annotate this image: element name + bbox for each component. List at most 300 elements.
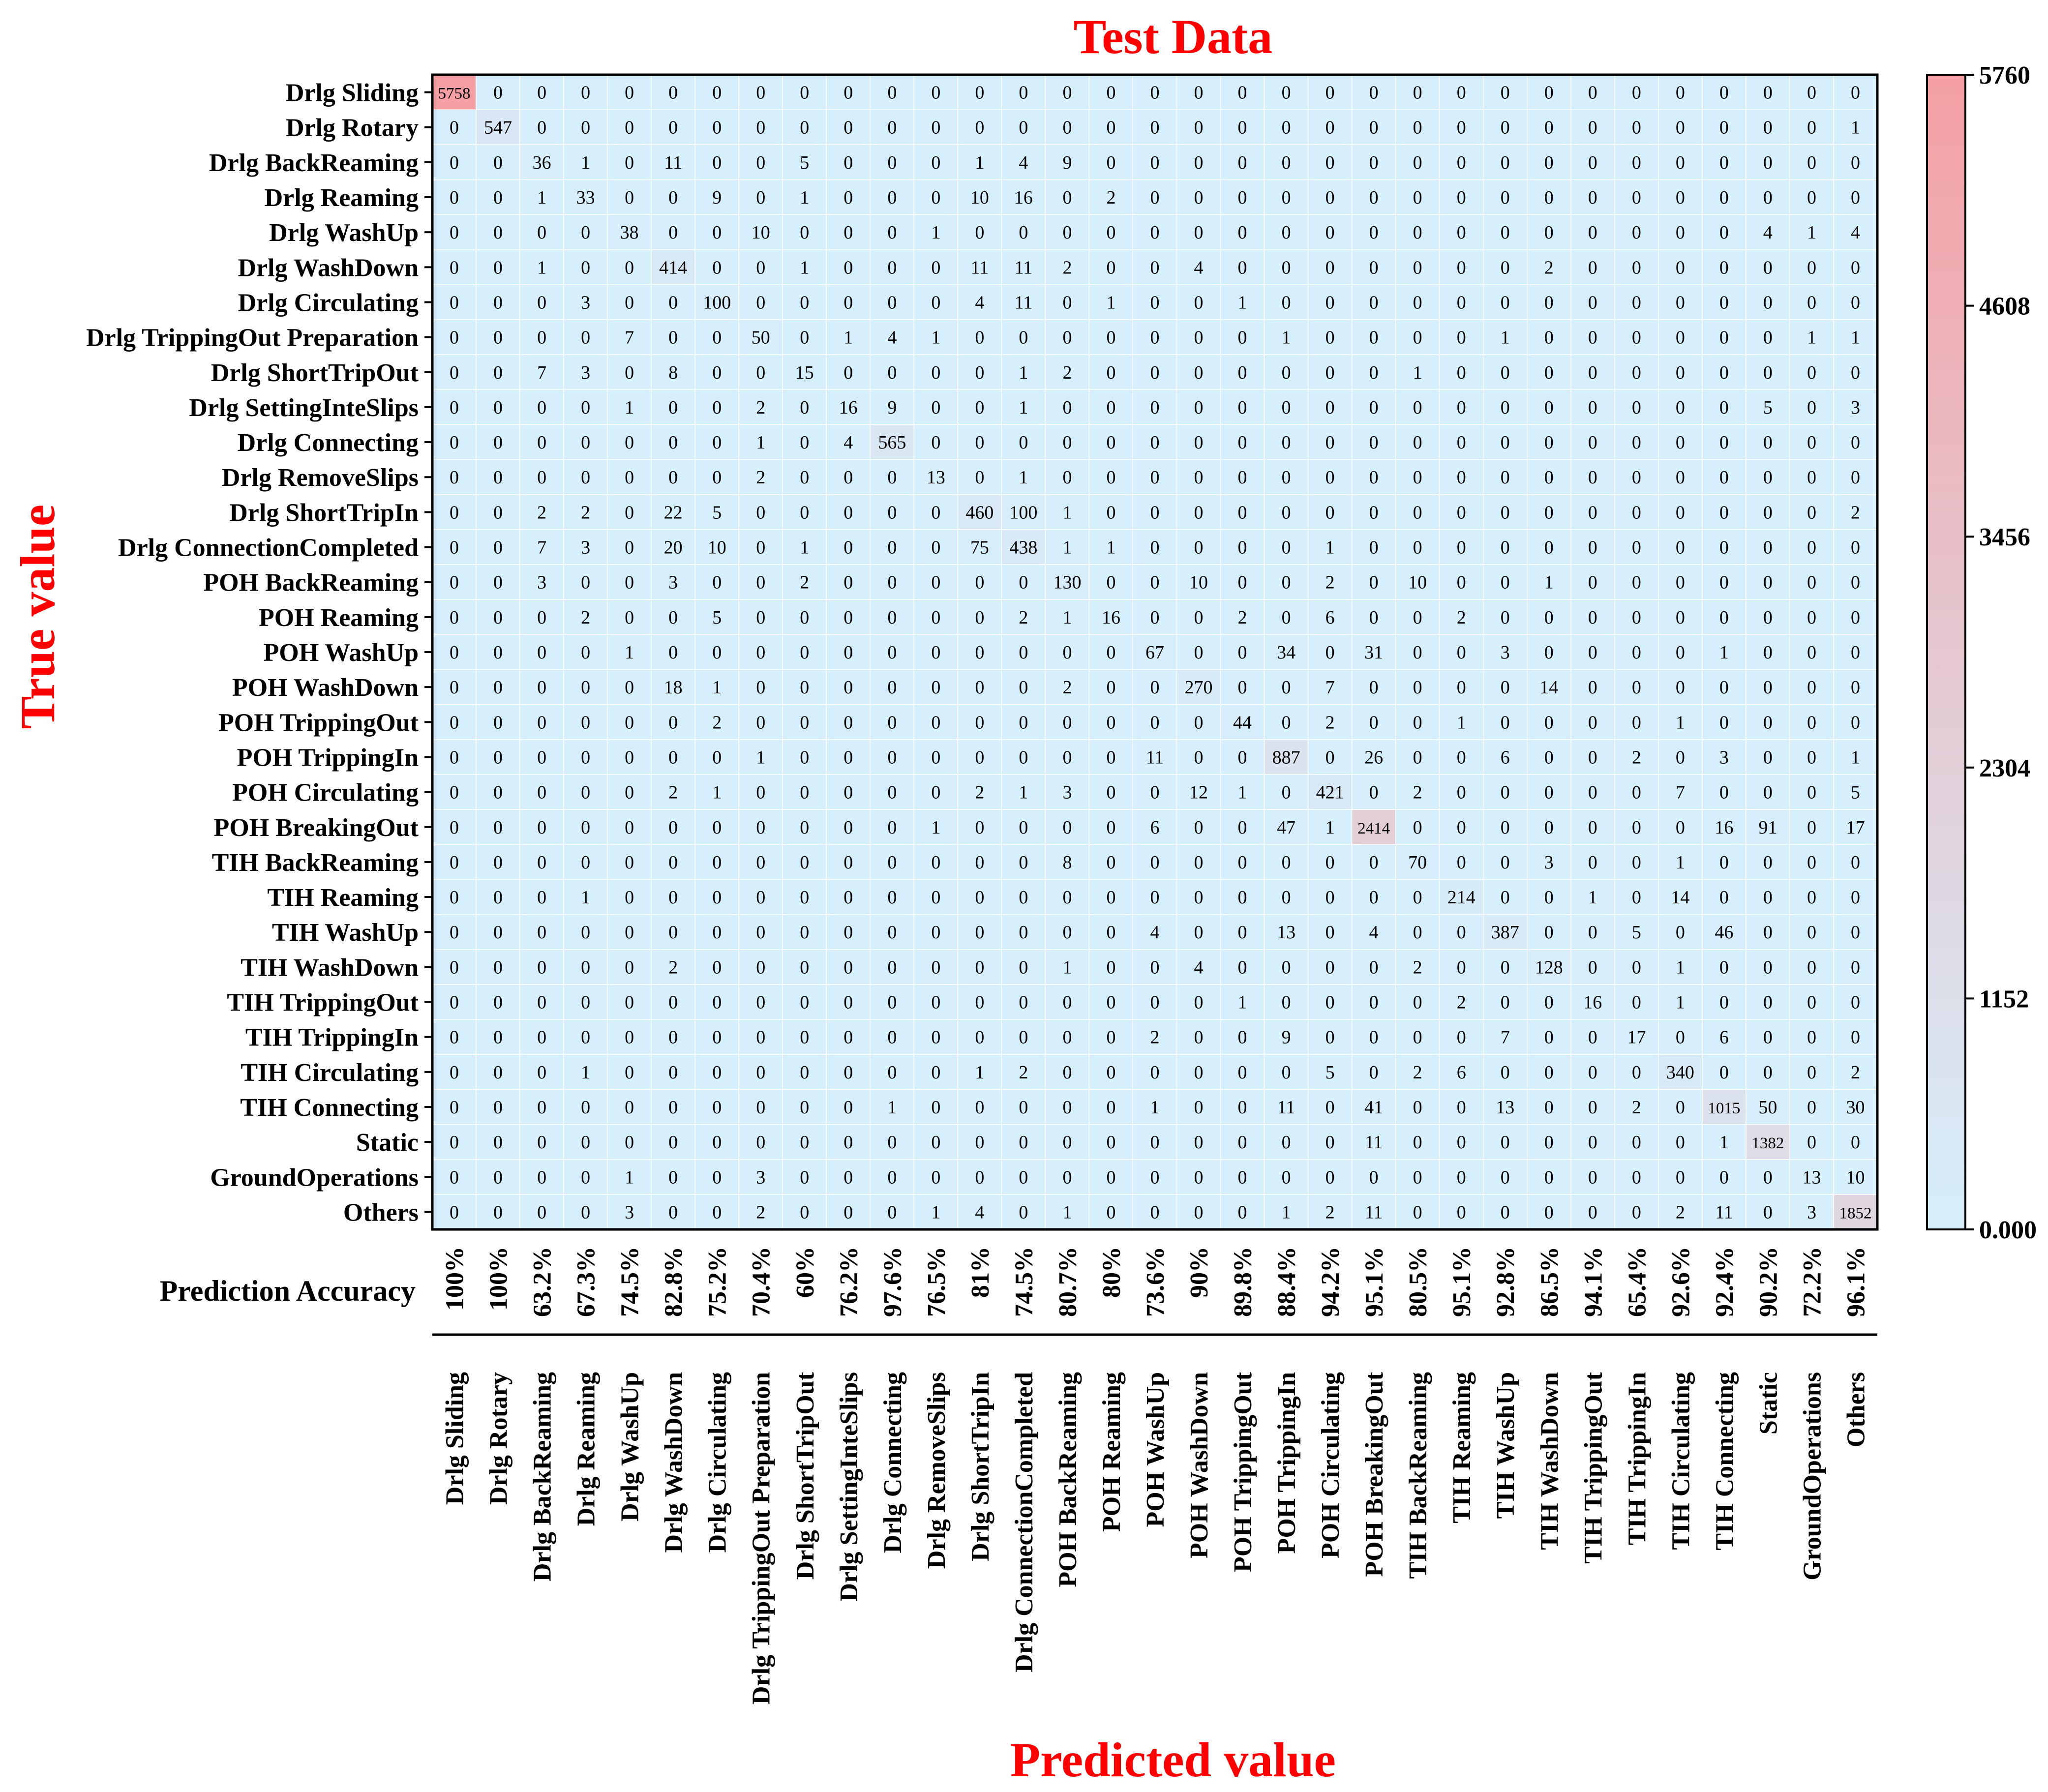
cell-value: 0 bbox=[975, 572, 985, 593]
cell-value: 0 bbox=[625, 537, 634, 558]
column-label: Drlg ShortTripIn bbox=[966, 1372, 994, 1561]
cell-value: 2 bbox=[668, 957, 678, 978]
cell-value: 0 bbox=[625, 432, 634, 453]
cell-value: 1 bbox=[1062, 1202, 1072, 1223]
x-axis-label: Predicted value bbox=[1010, 1732, 1336, 1787]
cell-value: 0 bbox=[1106, 362, 1116, 383]
cell-value: 0 bbox=[1544, 82, 1554, 103]
cell-value: 0 bbox=[1675, 82, 1685, 103]
cell-value: 0 bbox=[1281, 607, 1291, 628]
cell-value: 0 bbox=[843, 467, 853, 488]
cell-value: 0 bbox=[1019, 1132, 1028, 1153]
cell-value: 0 bbox=[1369, 187, 1379, 209]
row-label: TIH WashUp bbox=[271, 919, 419, 947]
cell-value: 0 bbox=[1194, 887, 1204, 908]
cell-value: 0 bbox=[1281, 1167, 1291, 1188]
column-label: Drlg Sliding bbox=[441, 1372, 469, 1505]
cell-value: 11 bbox=[1014, 257, 1033, 278]
cell-value: 0 bbox=[1325, 152, 1335, 173]
cell-value: 0 bbox=[1237, 852, 1247, 873]
cell-value: 0 bbox=[1194, 1202, 1204, 1223]
cell-value: 1 bbox=[1237, 782, 1247, 803]
accuracy-value: 76.2% bbox=[835, 1247, 863, 1317]
cell-value: 0 bbox=[1719, 992, 1729, 1013]
cell-value: 0 bbox=[1500, 467, 1510, 488]
cell-value: 0 bbox=[1194, 922, 1204, 943]
cell-value: 0 bbox=[887, 1027, 897, 1048]
cell-value: 0 bbox=[1281, 432, 1291, 453]
cell-value: 0 bbox=[1807, 642, 1816, 663]
cell-value: 0 bbox=[1675, 327, 1685, 348]
cell-value: 0 bbox=[1588, 257, 1597, 278]
cell-value: 0 bbox=[493, 362, 503, 383]
cell-value: 0 bbox=[1588, 1062, 1597, 1083]
cell-value: 0 bbox=[668, 852, 678, 873]
cell-value: 0 bbox=[1807, 817, 1816, 838]
cell-value: 0 bbox=[493, 537, 503, 558]
cell-value: 0 bbox=[756, 607, 766, 628]
cell-value: 0 bbox=[975, 887, 985, 908]
cell-value: 0 bbox=[1194, 747, 1204, 768]
cell-value: 0 bbox=[1807, 712, 1816, 733]
cell-value: 0 bbox=[493, 82, 503, 103]
cell-value: 22 bbox=[663, 502, 683, 523]
cell-value: 0 bbox=[887, 1062, 897, 1083]
cell-value: 16 bbox=[839, 397, 858, 418]
cell-value: 0 bbox=[1588, 432, 1597, 453]
accuracy-value: 73.6% bbox=[1142, 1247, 1170, 1317]
cell-value: 0 bbox=[975, 677, 985, 698]
cell-value: 0 bbox=[1675, 1132, 1685, 1153]
cell-value: 1 bbox=[625, 397, 634, 418]
cell-value: 0 bbox=[931, 82, 941, 103]
cell-value: 100 bbox=[703, 292, 731, 313]
cell-value: 0 bbox=[712, 1062, 722, 1083]
cell-value: 0 bbox=[1719, 117, 1729, 138]
cell-value: 0 bbox=[1150, 537, 1160, 558]
row-label: POH TrippingOut bbox=[218, 709, 419, 737]
cell-value: 0 bbox=[1631, 1062, 1641, 1083]
cell-value: 1 bbox=[800, 187, 810, 209]
cell-value: 1 bbox=[931, 1202, 941, 1223]
cell-value: 0 bbox=[493, 712, 503, 733]
cell-value: 0 bbox=[1325, 82, 1335, 103]
cell-value: 0 bbox=[712, 572, 722, 593]
cell-value: 0 bbox=[1719, 537, 1729, 558]
cell-value: 0 bbox=[1325, 222, 1335, 243]
cell-value: 0 bbox=[1062, 887, 1072, 908]
cell-value: 0 bbox=[1763, 677, 1773, 698]
cell-value: 0 bbox=[800, 712, 810, 733]
accuracy-value: 80% bbox=[1097, 1247, 1126, 1298]
cell-value: 0 bbox=[1500, 257, 1510, 278]
cell-value: 0 bbox=[1763, 82, 1773, 103]
cell-value: 0 bbox=[1150, 852, 1160, 873]
cell-value: 0 bbox=[1675, 677, 1685, 698]
cell-value: 0 bbox=[887, 152, 897, 173]
cell-value: 0 bbox=[581, 467, 591, 488]
cell-value: 0 bbox=[1237, 117, 1247, 138]
cell-value: 0 bbox=[1807, 537, 1816, 558]
cell-value: 0 bbox=[1500, 1132, 1510, 1153]
cell-value: 11 bbox=[1364, 1132, 1383, 1153]
cell-value: 0 bbox=[1325, 852, 1335, 873]
cell-value: 1 bbox=[931, 222, 941, 243]
cell-value: 0 bbox=[625, 677, 634, 698]
cell-value: 0 bbox=[1019, 677, 1028, 698]
cell-value: 0 bbox=[1675, 1027, 1685, 1048]
cell-value: 0 bbox=[581, 677, 591, 698]
cell-value: 1 bbox=[756, 747, 766, 768]
cell-value: 0 bbox=[1194, 817, 1204, 838]
cell-value: 0 bbox=[1631, 117, 1641, 138]
cell-value: 0 bbox=[581, 82, 591, 103]
y-axis-label: True value bbox=[10, 504, 65, 729]
cell-value: 1 bbox=[1850, 327, 1860, 348]
cell-value: 5 bbox=[1850, 782, 1860, 803]
cell-value: 6 bbox=[1456, 1062, 1466, 1083]
cell-value: 0 bbox=[1194, 607, 1204, 628]
cell-value: 0 bbox=[1019, 852, 1028, 873]
cell-value: 0 bbox=[1106, 1132, 1116, 1153]
cell-value: 0 bbox=[625, 117, 634, 138]
cell-value: 3 bbox=[625, 1202, 634, 1223]
cell-value: 0 bbox=[1850, 537, 1860, 558]
cell-value: 0 bbox=[1413, 397, 1422, 418]
cell-value: 0 bbox=[537, 782, 547, 803]
column-label: Drlg TrippingOut Preparation bbox=[747, 1372, 776, 1705]
row-label: POH TrippingIn bbox=[237, 744, 419, 772]
cell-value: 0 bbox=[668, 467, 678, 488]
cell-value: 17 bbox=[1846, 817, 1865, 838]
cell-value: 31 bbox=[1364, 642, 1384, 663]
cell-value: 9 bbox=[712, 187, 722, 209]
cell-value: 0 bbox=[1544, 292, 1554, 313]
cell-value: 7 bbox=[1675, 782, 1685, 803]
cell-value: 0 bbox=[931, 1132, 941, 1153]
cell-value: 1 bbox=[1719, 642, 1729, 663]
cell-value: 1 bbox=[712, 782, 722, 803]
cell-value: 0 bbox=[712, 1167, 722, 1188]
cell-value: 0 bbox=[712, 1132, 722, 1153]
cell-value: 0 bbox=[1719, 362, 1729, 383]
accuracy-value: 92.6% bbox=[1667, 1247, 1695, 1317]
cell-value: 0 bbox=[1325, 1132, 1335, 1153]
cell-value: 0 bbox=[800, 222, 810, 243]
cell-value: 0 bbox=[756, 82, 766, 103]
cell-value: 0 bbox=[1544, 152, 1554, 173]
cell-value: 0 bbox=[1194, 712, 1204, 733]
cell-value: 0 bbox=[931, 432, 941, 453]
cell-value: 0 bbox=[1456, 257, 1466, 278]
cell-value: 460 bbox=[965, 502, 994, 523]
cell-value: 3 bbox=[668, 572, 678, 593]
cell-value: 0 bbox=[493, 257, 503, 278]
cell-value: 0 bbox=[1544, 817, 1554, 838]
cell-value: 1 bbox=[1106, 537, 1116, 558]
cell-value: 0 bbox=[843, 1097, 853, 1118]
cell-value: 0 bbox=[1150, 677, 1160, 698]
cell-value: 0 bbox=[1675, 222, 1685, 243]
accuracy-value: 97.6% bbox=[878, 1247, 907, 1317]
accuracy-value: 67.3% bbox=[572, 1247, 601, 1317]
cell-value: 0 bbox=[1675, 257, 1685, 278]
cell-value: 0 bbox=[493, 397, 503, 418]
cell-value: 0 bbox=[1631, 467, 1641, 488]
cell-value: 0 bbox=[843, 572, 853, 593]
cell-value: 0 bbox=[493, 747, 503, 768]
cell-value: 0 bbox=[537, 82, 547, 103]
cell-value: 0 bbox=[931, 292, 941, 313]
cell-value: 0 bbox=[1019, 117, 1028, 138]
row-label: POH WashDown bbox=[232, 674, 419, 702]
cell-value: 0 bbox=[1194, 187, 1204, 209]
cell-value: 0 bbox=[1500, 852, 1510, 873]
cell-value: 0 bbox=[1500, 397, 1510, 418]
cell-value: 0 bbox=[1194, 642, 1204, 663]
cell-value: 0 bbox=[450, 397, 459, 418]
column-label: TIH BackReaming bbox=[1404, 1372, 1433, 1579]
row-label: Drlg Sliding bbox=[285, 79, 419, 107]
cell-value: 0 bbox=[1807, 677, 1816, 698]
cell-value: 0 bbox=[800, 292, 810, 313]
cell-value: 0 bbox=[975, 327, 985, 348]
cell-value: 0 bbox=[1281, 992, 1291, 1013]
accuracy-value: 90.2% bbox=[1754, 1247, 1783, 1317]
cell-value: 0 bbox=[1369, 432, 1379, 453]
cell-value: 0 bbox=[1544, 712, 1554, 733]
cell-value: 0 bbox=[625, 817, 634, 838]
cell-value: 0 bbox=[843, 852, 853, 873]
cell-value: 0 bbox=[756, 852, 766, 873]
cell-value: 4 bbox=[1150, 922, 1160, 943]
cell-value: 0 bbox=[1150, 572, 1160, 593]
cell-value: 0 bbox=[887, 502, 897, 523]
cell-value: 0 bbox=[975, 1097, 985, 1118]
cell-value: 0 bbox=[975, 1132, 985, 1153]
cell-value: 7 bbox=[1500, 1027, 1510, 1048]
cell-value: 0 bbox=[1325, 502, 1335, 523]
cell-value: 10 bbox=[1846, 1167, 1865, 1188]
cell-value: 0 bbox=[1675, 1167, 1685, 1188]
cell-value: 0 bbox=[1807, 1097, 1816, 1118]
cell-value: 0 bbox=[1413, 1132, 1422, 1153]
cell-value: 0 bbox=[1588, 957, 1597, 978]
cell-value: 0 bbox=[1019, 957, 1028, 978]
cell-value: 0 bbox=[1544, 1167, 1554, 1188]
cell-value: 0 bbox=[1369, 117, 1379, 138]
cell-value: 0 bbox=[1413, 257, 1422, 278]
cell-value: 0 bbox=[931, 712, 941, 733]
cell-value: 13 bbox=[926, 467, 945, 488]
cell-value: 0 bbox=[887, 712, 897, 733]
cell-value: 1 bbox=[581, 887, 591, 908]
cell-value: 0 bbox=[581, 257, 591, 278]
cell-value: 1 bbox=[537, 257, 547, 278]
cell-value: 0 bbox=[1237, 82, 1247, 103]
cell-value: 0 bbox=[1106, 1097, 1116, 1118]
row-label: Drlg TrippingOut Preparation bbox=[86, 324, 419, 352]
cell-value: 8 bbox=[668, 362, 678, 383]
accuracy-value: 92.8% bbox=[1492, 1247, 1520, 1317]
cell-value: 0 bbox=[1456, 222, 1466, 243]
cell-value: 0 bbox=[1588, 642, 1597, 663]
cell-value: 1 bbox=[1019, 397, 1028, 418]
cell-value: 0 bbox=[493, 432, 503, 453]
cell-value: 0 bbox=[450, 992, 459, 1013]
cell-value: 0 bbox=[756, 922, 766, 943]
cell-value: 0 bbox=[1675, 607, 1685, 628]
cell-value: 0 bbox=[1237, 817, 1247, 838]
cell-value: 0 bbox=[1850, 292, 1860, 313]
cell-value: 0 bbox=[1456, 82, 1466, 103]
cell-value: 0 bbox=[1763, 502, 1773, 523]
cell-value: 0 bbox=[1675, 362, 1685, 383]
cell-value: 91 bbox=[1758, 817, 1777, 838]
cell-value: 0 bbox=[975, 992, 985, 1013]
cell-value: 0 bbox=[1456, 362, 1466, 383]
cell-value: 0 bbox=[800, 1027, 810, 1048]
cell-value: 0 bbox=[450, 1097, 459, 1118]
cell-value: 0 bbox=[1369, 957, 1379, 978]
cell-value: 0 bbox=[975, 82, 985, 103]
cell-value: 0 bbox=[1456, 782, 1466, 803]
cell-value: 0 bbox=[1500, 187, 1510, 209]
cell-value: 1 bbox=[931, 817, 941, 838]
cell-value: 0 bbox=[756, 257, 766, 278]
cell-value: 0 bbox=[1194, 327, 1204, 348]
cell-value: 1 bbox=[1281, 1202, 1291, 1223]
cell-value: 0 bbox=[1413, 642, 1422, 663]
cell-value: 0 bbox=[1588, 1132, 1597, 1153]
cell-value: 0 bbox=[1413, 82, 1422, 103]
cell-value: 0 bbox=[1719, 572, 1729, 593]
cell-value: 0 bbox=[843, 922, 853, 943]
cell-value: 0 bbox=[1456, 152, 1466, 173]
cell-value: 0 bbox=[756, 572, 766, 593]
cell-value: 0 bbox=[1150, 607, 1160, 628]
cell-value: 0 bbox=[887, 992, 897, 1013]
cell-value: 1 bbox=[843, 327, 853, 348]
cell-value: 0 bbox=[1675, 152, 1685, 173]
cell-value: 0 bbox=[1588, 502, 1597, 523]
cell-value: 0 bbox=[1413, 117, 1422, 138]
cell-value: 0 bbox=[975, 362, 985, 383]
cell-value: 0 bbox=[1194, 222, 1204, 243]
cell-value: 0 bbox=[931, 887, 941, 908]
cell-value: 0 bbox=[1500, 82, 1510, 103]
cell-value: 0 bbox=[581, 957, 591, 978]
cell-value: 0 bbox=[800, 957, 810, 978]
cell-value: 0 bbox=[1500, 1062, 1510, 1083]
cell-value: 1 bbox=[1500, 327, 1510, 348]
cell-value: 0 bbox=[1237, 1027, 1247, 1048]
cell-value: 9 bbox=[1062, 152, 1072, 173]
cell-value: 1015 bbox=[1708, 1099, 1741, 1117]
accuracy-value: 72.2% bbox=[1798, 1247, 1827, 1317]
cell-value: 0 bbox=[450, 922, 459, 943]
cell-value: 0 bbox=[581, 1027, 591, 1048]
cell-value: 2 bbox=[1325, 572, 1335, 593]
cell-value: 1 bbox=[1588, 887, 1597, 908]
cell-value: 0 bbox=[1500, 1202, 1510, 1223]
cell-value: 0 bbox=[1062, 712, 1072, 733]
cell-value: 1 bbox=[1850, 117, 1860, 138]
cell-value: 0 bbox=[1500, 677, 1510, 698]
cell-value: 0 bbox=[1675, 817, 1685, 838]
cell-value: 0 bbox=[1325, 117, 1335, 138]
cell-value: 0 bbox=[1281, 957, 1291, 978]
cell-value: 0 bbox=[1150, 327, 1160, 348]
cell-value: 0 bbox=[1281, 572, 1291, 593]
cell-value: 887 bbox=[1272, 747, 1300, 768]
cell-value: 0 bbox=[1588, 817, 1597, 838]
row-label: Drlg Reaming bbox=[264, 184, 419, 212]
cell-value: 26 bbox=[1364, 747, 1384, 768]
cell-value: 13 bbox=[1802, 1167, 1821, 1188]
cell-value: 0 bbox=[1631, 257, 1641, 278]
cell-value: 0 bbox=[1369, 677, 1379, 698]
cell-value: 0 bbox=[537, 957, 547, 978]
cell-value: 0 bbox=[1237, 502, 1247, 523]
cell-value: 0 bbox=[931, 1062, 941, 1083]
cell-value: 0 bbox=[843, 642, 853, 663]
cell-value: 15 bbox=[795, 362, 814, 383]
cell-value: 0 bbox=[537, 1167, 547, 1188]
cell-value: 0 bbox=[668, 642, 678, 663]
cell-value: 0 bbox=[1325, 1167, 1335, 1188]
cell-value: 0 bbox=[1413, 467, 1422, 488]
cell-value: 0 bbox=[1456, 817, 1466, 838]
column-label: Drlg Rotary bbox=[484, 1372, 513, 1505]
cell-value: 0 bbox=[975, 1027, 985, 1048]
cell-value: 0 bbox=[581, 222, 591, 243]
cell-value: 0 bbox=[1062, 1097, 1072, 1118]
cell-value: 0 bbox=[537, 992, 547, 1013]
cell-value: 0 bbox=[1500, 117, 1510, 138]
cell-value: 2 bbox=[581, 607, 591, 628]
cell-value: 0 bbox=[1194, 152, 1204, 173]
cell-value: 0 bbox=[1062, 1062, 1072, 1083]
cell-value: 0 bbox=[1019, 887, 1028, 908]
cell-value: 11 bbox=[970, 257, 989, 278]
cell-value: 0 bbox=[1106, 257, 1116, 278]
cell-value: 0 bbox=[1631, 1202, 1641, 1223]
row-label: TIH BackReaming bbox=[211, 848, 419, 877]
cell-value: 0 bbox=[581, 432, 591, 453]
cell-value: 9 bbox=[887, 397, 897, 418]
cell-value: 0 bbox=[537, 117, 547, 138]
cell-value: 2 bbox=[1631, 1097, 1641, 1118]
cell-value: 0 bbox=[493, 1062, 503, 1083]
cell-value: 2 bbox=[1019, 607, 1028, 628]
cell-value: 0 bbox=[1631, 327, 1641, 348]
cell-value: 0 bbox=[1019, 1167, 1028, 1188]
cell-value: 0 bbox=[1413, 152, 1422, 173]
cell-value: 11 bbox=[1715, 1202, 1733, 1223]
cell-value: 0 bbox=[1194, 117, 1204, 138]
cell-value: 2 bbox=[712, 712, 722, 733]
cell-value: 0 bbox=[581, 397, 591, 418]
column-label: TIH TrippingIn bbox=[1623, 1372, 1652, 1546]
cell-value: 5 bbox=[800, 152, 810, 173]
cell-value: 0 bbox=[1588, 852, 1597, 873]
row-label: Drlg RemoveSlips bbox=[221, 464, 419, 492]
cell-value: 0 bbox=[931, 152, 941, 173]
cell-value: 4 bbox=[887, 327, 897, 348]
cell-value: 0 bbox=[1807, 922, 1816, 943]
cell-value: 0 bbox=[887, 1202, 897, 1223]
